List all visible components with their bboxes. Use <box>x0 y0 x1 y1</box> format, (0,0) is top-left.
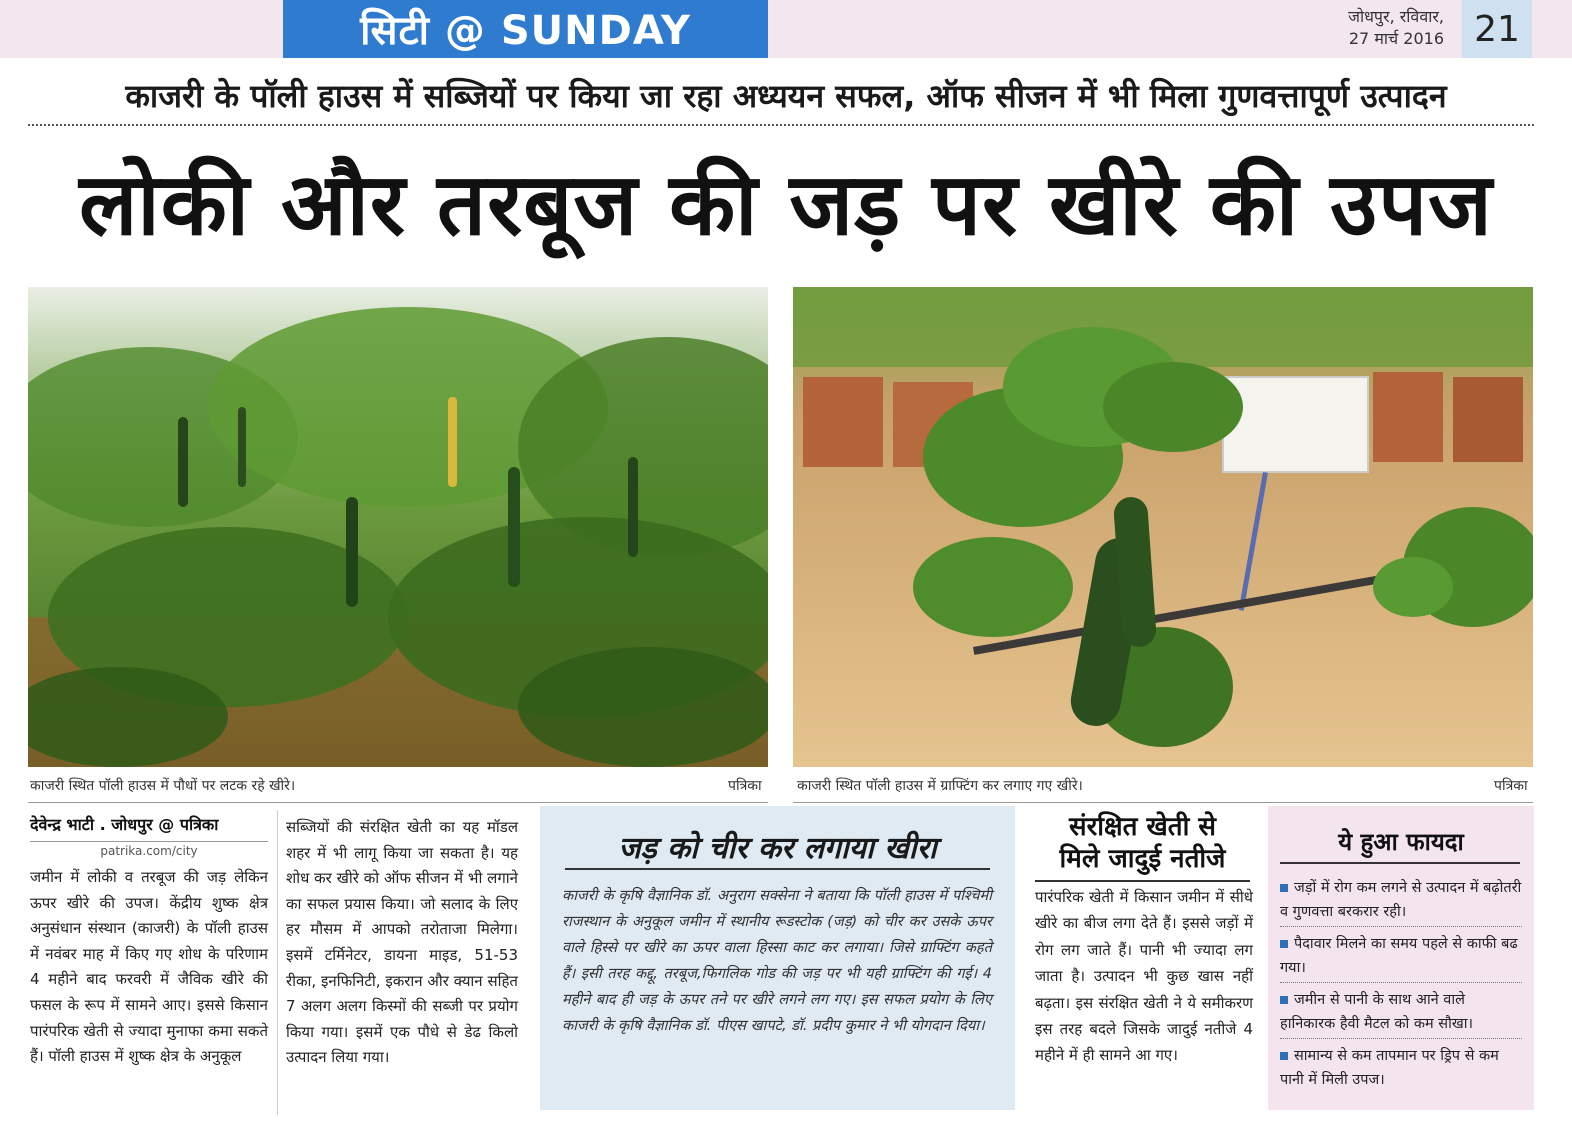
benefit-item <box>1280 1044 1522 1092</box>
benefit-item <box>1280 876 1522 924</box>
divider <box>1280 1038 1522 1039</box>
benefit-item <box>1280 988 1522 1036</box>
dateline-city-day: जोधपुर, रविवार, <box>1348 7 1444 26</box>
bullet-square-icon <box>1280 996 1288 1004</box>
divider <box>1035 880 1250 882</box>
divider <box>1280 926 1522 927</box>
results-title-line-2: मिले जादुई नतीजे <box>1059 844 1226 874</box>
column-divider <box>277 810 278 1115</box>
divider <box>28 124 1534 126</box>
article-column-2: सब्जियों की संरक्षित खेती का यह मॉडल शहर में भी लागू किया जा सकता है। यह शोध कर खीरे को ऑफ सीजन में भी लगाने का सफल प्रयास किया। जो सलाद के लिए हर मौसम में आपको तरोताजा मिलेगा। इसमें टर्मिनेटर, डायना माइड, 51-53 रीका, इनफिनिटी, इकरान और क्यान सहित 7 अलग अलग किस्मों की सब्जी पर प्रयोग किया गया। इसमें एक पौधे से डेढ किलो उत्पादन लिया गया। <box>286 818 518 1067</box>
benefit-text: जमीन से पानी के साथ आने वाले हानिकारक हैवी मैटल को कम सौखा। <box>1280 992 1473 1032</box>
caption-divider <box>793 802 1533 803</box>
photo-caption-2: काजरी स्थित पॉली हाउस में ग्राफ्टिंग कर लगाए गए खीरे। <box>797 778 1083 794</box>
benefit-text: पैदावार मिलने का समय पहले से काफी बढ गया। <box>1280 936 1518 976</box>
section-title: सिटी @ SUNDAY <box>283 0 768 58</box>
benefit-text: जड़ों में रोग कम लगने से उत्पादन में बढ़ोतरी व गुणवत्ता बरकरार रही। <box>1280 880 1522 920</box>
results-sidebar-body: पारंपरिक खेती में किसान जमीन में सीधे खीरे का बीज लगा देते हैं। इससे जड़ों में रोग लग जाते हैं। पानी भी ज्यादा लग जाता है। उत्पादन भी कुछ खास नहीं बढ़ता। इस संरक्षित खेती ने ये समीकरण इस तरह बदले जिसके जादुई नतीजे 4 महीने में ही सामने आ गए। <box>1035 888 1253 1065</box>
benefit-item <box>1280 932 1522 980</box>
divider <box>565 868 990 870</box>
web-url: patrika.com/city <box>100 844 198 858</box>
photo-hanging-cucumbers <box>28 287 768 767</box>
divider <box>1280 862 1520 864</box>
caption-divider <box>28 802 768 803</box>
results-title-line-1: संरक्षित खेती से <box>1069 812 1216 842</box>
dateline <box>1224 6 1444 50</box>
main-headline: लोकी और तरबूज की जड़ पर खीरे की उपज <box>79 155 1493 255</box>
bullet-square-icon <box>1280 1052 1288 1060</box>
dateline-date: 27 मार्च 2016 <box>1348 29 1444 48</box>
grafting-sidebar-title: जड़ को चीर कर लगाया खीरा <box>618 831 937 866</box>
divider <box>1280 982 1522 983</box>
byline: देवेन्द्र भाटी . जोधपुर @ पत्रिका <box>30 813 268 842</box>
benefits-title: ये हुआ फायदा <box>1338 828 1464 856</box>
grafting-sidebar-body: काजरी के कृषि वैज्ञानिक डॉ. अनुराग सक्सेना ने बताया कि पॉली हाउस में पश्चिमी राजस्थान के अनुकूल जमीन में स्थानीय रूडस्टोक (जड़) को चीर कर उसके ऊपर वाले हिस्से पर खीरे का ऊपर वाला हिस्सा काट कर लगाया। जिसे ग्राफ्टिंग कहते हैं। इसी तरह कद्दू, तरबूज,फिगलिक गोड की जड़ पर भी यही ग्राफ्टिंग की गई। 4 महीने बाद ही जड़ के ऊपर तने पर खीरे लगने लग गए। इस सफल प्रयोग के लिए काजरी के कृषि वैज्ञानिक डॉ. पीएस खापटे, डॉ. प्रदीप कुमार ने भी योगदान दिया। <box>562 887 992 1034</box>
kicker-headline: काजरी के पॉली हाउस में सब्जियों पर किया जा रहा अध्ययन सफल, ऑफ सीजन में भी मिला गुणवत्तापूर्ण उत्पादन <box>125 77 1447 115</box>
photo-caption-1: काजरी स्थित पॉली हाउस में पौधों पर लटक रहे खीरे। <box>30 778 296 794</box>
photo-grafted-cucumbers <box>793 287 1533 767</box>
page-number: 21 <box>1462 0 1532 58</box>
photo-hanging-cucumbers-image <box>28 287 768 767</box>
benefit-text: सामान्य से कम तापमान पर ड्रिप से कम पानी में मिली उपज। <box>1280 1048 1499 1088</box>
photo-credit-1: पत्रिका <box>728 778 762 794</box>
bullet-square-icon <box>1280 884 1288 892</box>
bullet-square-icon <box>1280 940 1288 948</box>
photo-grafted-cucumbers-image <box>793 287 1533 767</box>
article-column-1: जमीन में लोकी व तरबूज की जड़ लेकिन ऊपर खीरे की उपज। केंद्रीय शुष्क क्षेत्र अनुसंधान संस्थान (काजरी) के पॉली हाउस में नवंबर माह में किए गए शोध के परिणाम 4 महीने बाद फरवरी में जैविक खीरे की फसल के रूप में सामने आए। इससे किसान पारंपरिक खेती से ज्यादा मुनाफा कमा सकते हैं। पॉली हाउस में शुष्क क्षेत्र के अनुकूल <box>30 868 268 1066</box>
results-sidebar-title <box>1030 811 1255 875</box>
photo-credit-2: पत्रिका <box>1494 778 1528 794</box>
